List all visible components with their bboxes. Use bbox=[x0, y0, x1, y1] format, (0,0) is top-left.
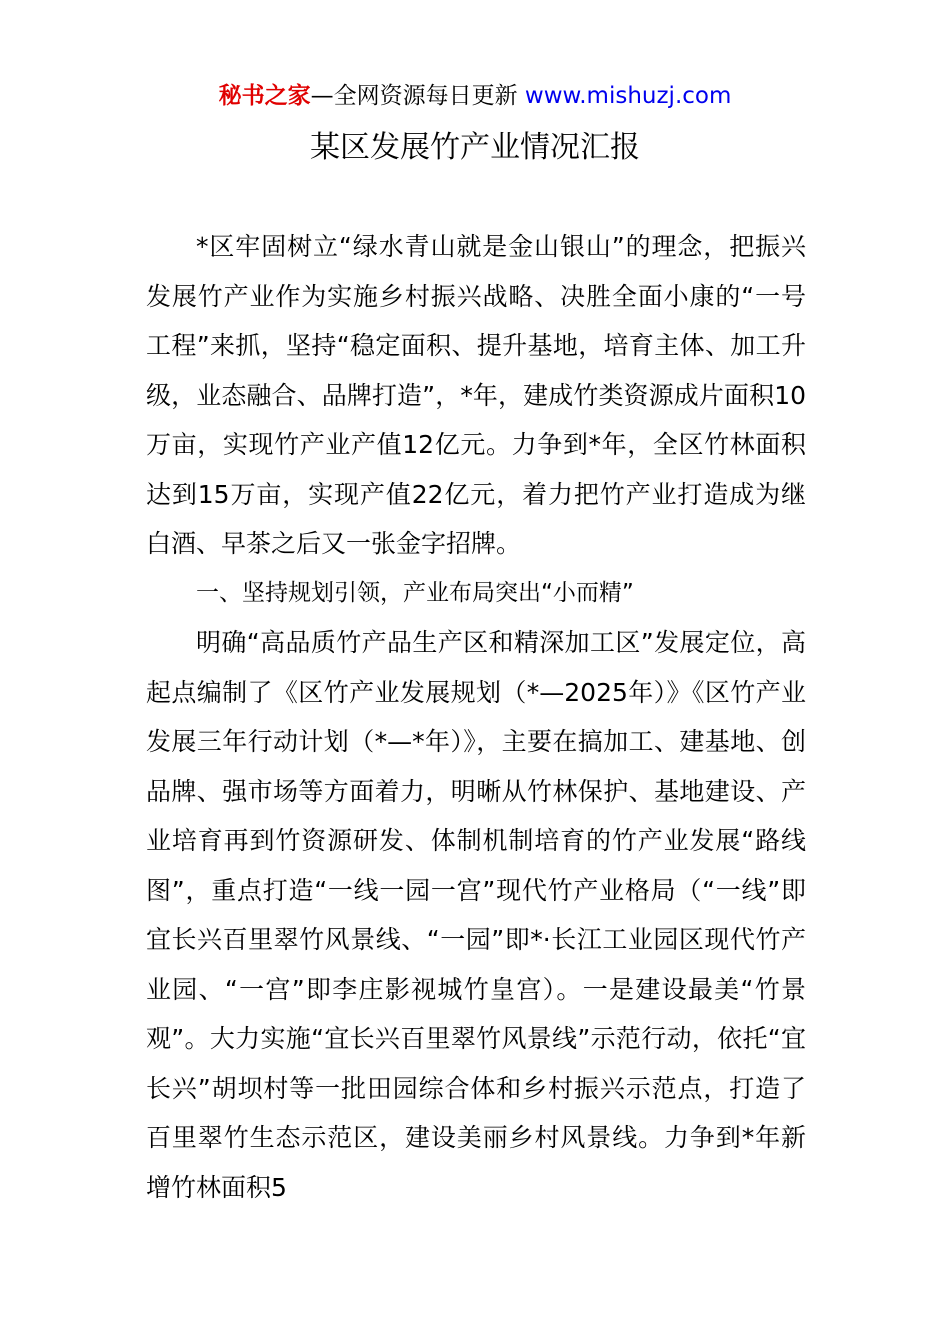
document-body bbox=[146, 222, 806, 1212]
header-banner bbox=[0, 78, 950, 114]
paragraph-intro: *区牢固树立“绿水青山就是金山银山”的理念，把振兴发展竹产业作为实施乡村振兴战略、决胜全面小康的“一号工程”来抓，坚持“稳定面积、提升基地，培育主体、加工升级，业态融合、品牌打造”，*年，建成竹类资源成片面积10万亩，实现竹产业产值12亿元。力争到*年，全区竹林面积达到15万亩，实现产值22亿元，着力把竹产业打造成为继白酒、早茶之后又一张金字招牌。 bbox=[146, 232, 806, 558]
site-url-link[interactable]: www.mishuzj.com bbox=[524, 83, 732, 109]
paragraph-planning: 明确“高品质竹产品生产区和精深加工区”发展定位，高起点编制了《区竹产业发展规划（*—2025年）》《区竹产业发展三年行动计划（*—*年）》，主要在搞加工、建基地、创品牌、强市场等方面着力，明晰从竹林保护、基地建设、产业培育再到竹资源研发、体制机制培育的竹产业发展“路线图”，重点打造“一线一园一宫”现代竹产业格局（“一线”即宜长兴百里翠竹风景线、“一园”即*·长江工业园区现代竹产业园、“一宫”即李庄影视城竹皇宫）。一是建设最美“竹景观”。大力实施“宜长兴百里翠竹风景线”示范行动，依托“宜长兴”胡坝村等一批田园综合体和乡村振兴示范点，打造了百里翠竹生态示范区，建设美丽乡村风景线。力争到*年新增竹林面积5 bbox=[146, 628, 806, 1202]
banner-slogan: —全网资源每日更新 bbox=[310, 83, 518, 109]
document-title: 某区发展竹产业情况汇报 bbox=[310, 130, 640, 165]
brand-name: 秘书之家 bbox=[218, 83, 311, 109]
section-heading: 一、坚持规划引领，产业布局突出“小而精” bbox=[196, 579, 634, 606]
